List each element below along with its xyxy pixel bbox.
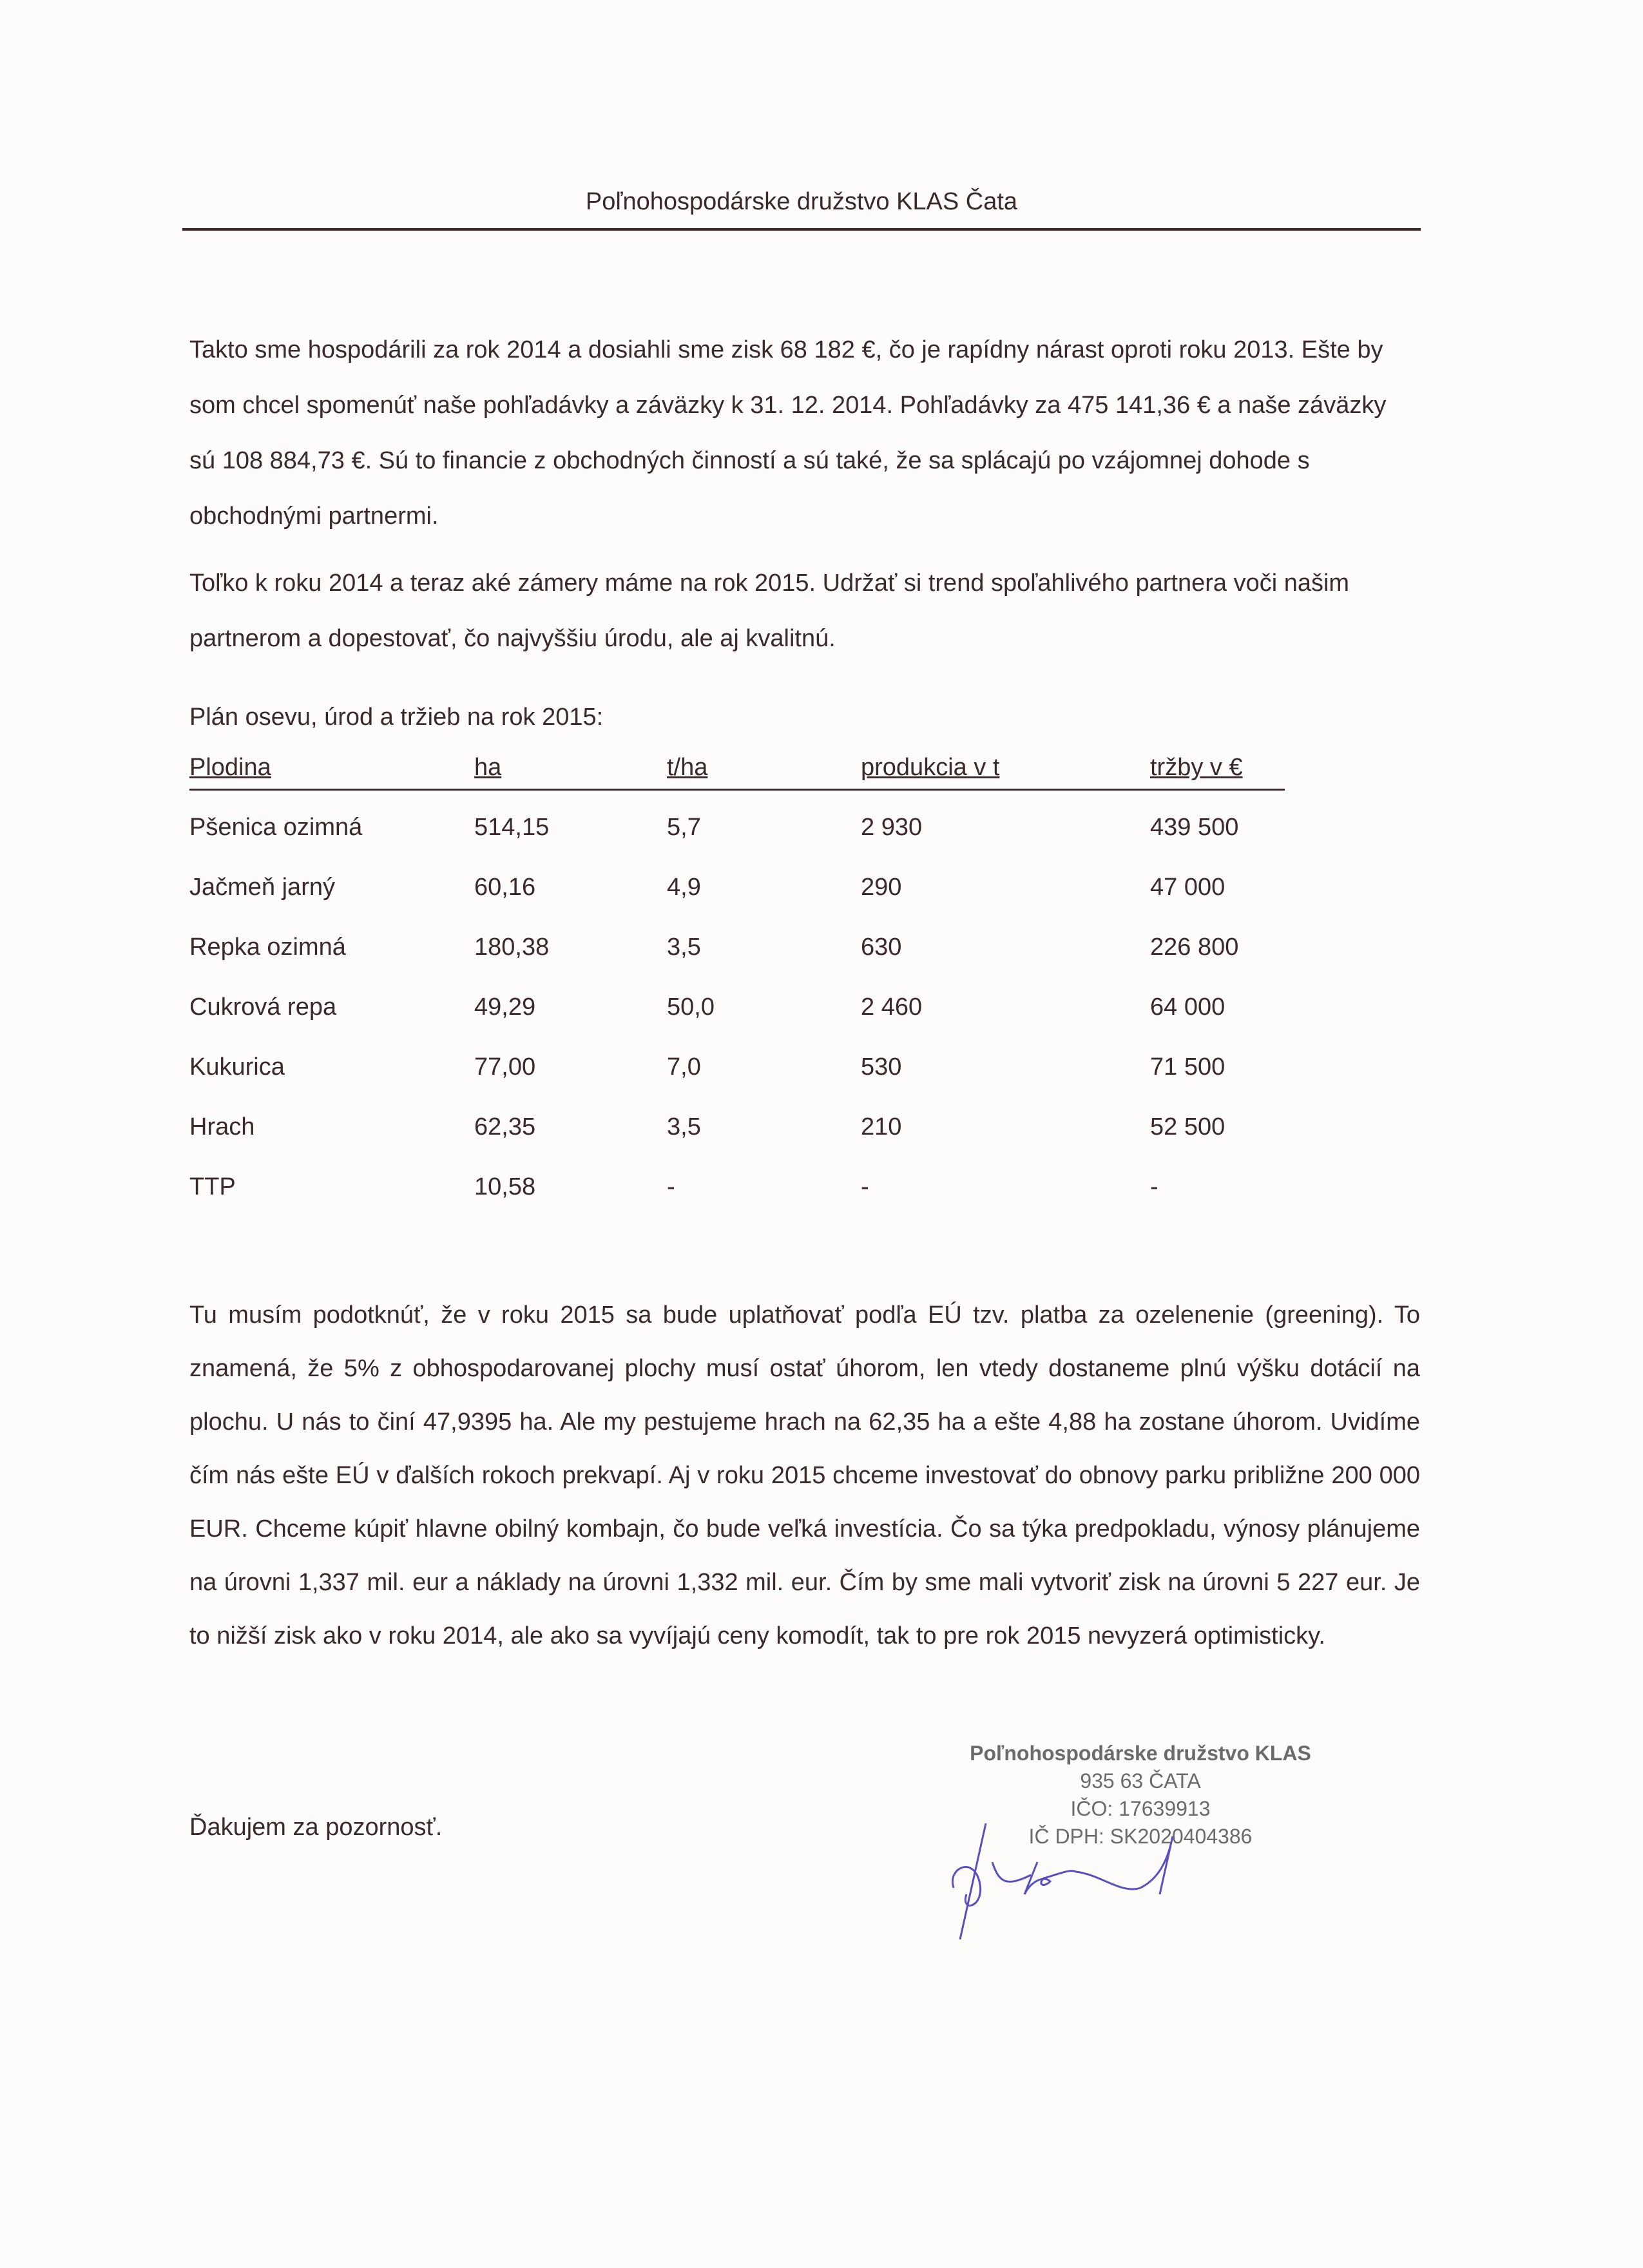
cell-ha: 60,16	[474, 874, 536, 901]
col-header-crop: Plodina	[189, 754, 271, 781]
col-header-yield: t/ha	[667, 754, 708, 781]
table-row	[189, 1173, 1285, 1233]
stamp-ico: IČO: 17639913	[1070, 1797, 1211, 1820]
cell-revenue: 439 500	[1150, 814, 1239, 841]
cell-production: 2 460	[861, 994, 923, 1021]
cell-revenue: 52 500	[1150, 1113, 1225, 1140]
table-caption: Plán osevu, úrod a tržieb na rok 2015:	[189, 704, 604, 731]
cell-revenue: 64 000	[1150, 994, 1225, 1021]
table-row	[189, 934, 1285, 994]
cell-yield: 3,5	[667, 934, 701, 961]
cell-revenue: -	[1150, 1173, 1158, 1200]
cell-yield: -	[667, 1173, 675, 1200]
cell-crop: Jačmeň jarný	[189, 874, 335, 901]
handwritten-signature	[947, 1817, 1244, 1946]
table-row	[189, 874, 1285, 934]
header-divider	[182, 228, 1421, 231]
col-header-ha: ha	[474, 754, 502, 781]
crop-plan-table	[189, 754, 1285, 1233]
cell-yield: 3,5	[667, 1113, 701, 1140]
table-header-row	[189, 754, 1285, 791]
cell-crop: TTP	[189, 1173, 236, 1200]
cell-ha: 62,35	[474, 1113, 536, 1140]
cell-ha: 180,38	[474, 934, 550, 961]
cell-production: 630	[861, 934, 902, 961]
col-header-production: produkcia v t	[861, 754, 1000, 781]
table-row	[189, 1053, 1285, 1113]
cell-production: 210	[861, 1113, 902, 1140]
stamp-name: Poľnohospodárske družstvo KLAS	[970, 1742, 1311, 1765]
cell-yield: 7,0	[667, 1053, 701, 1081]
cell-ha: 77,00	[474, 1053, 536, 1081]
stamp-icdph: IČ DPH: SK2020404386	[1028, 1825, 1253, 1848]
paragraph-greening: Tu musím podotknúť, že v roku 2015 sa bude uplatňovať podľa EÚ tzv. platba za ozelenenie (greening). To znamená, že 5% z obhospodarovanej plochy musí ostať úhorom, len vtedy dostaneme plnú výšku dotácií na plochu. U nás to činí 47,9395 ha. Ale my pestujeme hrach na 62,35 ha a ešte 4,88 ha zostane úhorom. Uvidíme čím nás ešte EÚ v ďalších rokoch prekvapí. Aj v roku 2015 chceme investovať do obnovy parku približne 200 000 EUR. Chceme kúpiť hlavne obilný kombajn, čo bude veľká investícia. Čo sa týka predpokladu, výnosy plánujeme na úrovni 1,337 mil. eur a náklady na úrovni 1,332 mil. eur. Čím by sme mali vytvoriť zisk na úrovni 5 227 eur. Je to nižší zisk ako v roku 2014, ale ako sa vyvíjajú ceny komodít, tak to pre rok 2015 nevyzerá optimisticky.	[189, 1302, 1420, 1649]
cell-yield: 50,0	[667, 994, 715, 1021]
cell-crop: Kukurica	[189, 1053, 285, 1081]
cell-ha: 49,29	[474, 994, 536, 1021]
cell-crop: Repka ozimná	[189, 934, 346, 961]
paragraph-plans-2015: Toľko k roku 2014 a teraz aké zámery máme na rok 2015. Udržať si trend spoľahlivého partnera voči našim partnerom a dopestovať, čo najvyššiu úrodu, ale aj kvalitnú.	[189, 570, 1350, 652]
cell-revenue: 226 800	[1150, 934, 1239, 961]
cell-production: -	[861, 1173, 869, 1200]
stamp-address: 935 63 ČATA	[1080, 1769, 1201, 1792]
cell-production: 2 930	[861, 814, 923, 841]
cell-production: 290	[861, 874, 902, 901]
cell-revenue: 71 500	[1150, 1053, 1225, 1081]
table-row	[189, 814, 1285, 874]
cell-crop: Pšenica ozimná	[189, 814, 363, 841]
closing-thanks: Ďakujem za pozornosť.	[189, 1814, 443, 1841]
cell-revenue: 47 000	[1150, 874, 1225, 901]
letterhead-title: Poľnohospodárske družstvo KLAS Čata	[585, 188, 1018, 215]
table-row	[189, 994, 1285, 1053]
cell-yield: 5,7	[667, 814, 701, 841]
table-row	[189, 1113, 1285, 1173]
cell-yield: 4,9	[667, 874, 701, 901]
cell-crop: Cukrová repa	[189, 994, 337, 1021]
cell-ha: 514,15	[474, 814, 550, 841]
paragraph-results-2014: Takto sme hospodárili za rok 2014 a dosiahli sme zisk 68 182 €, čo je rapídny nárast oproti roku 2013. Ešte by som chcel spomenúť naše pohľadávky a záväzky k 31. 12. 2014. Pohľadávky za 475 141,36 € a naše záväzky sú 108 884,73 €. Sú to financie z obchodných činností a sú také, že sa splácajú po vzájomnej dohode s obchodnými partnermi.	[189, 336, 1387, 530]
cell-ha: 10,58	[474, 1173, 536, 1200]
cell-production: 530	[861, 1053, 902, 1081]
cell-crop: Hrach	[189, 1113, 255, 1140]
col-header-revenue: tržby v €	[1150, 754, 1243, 781]
